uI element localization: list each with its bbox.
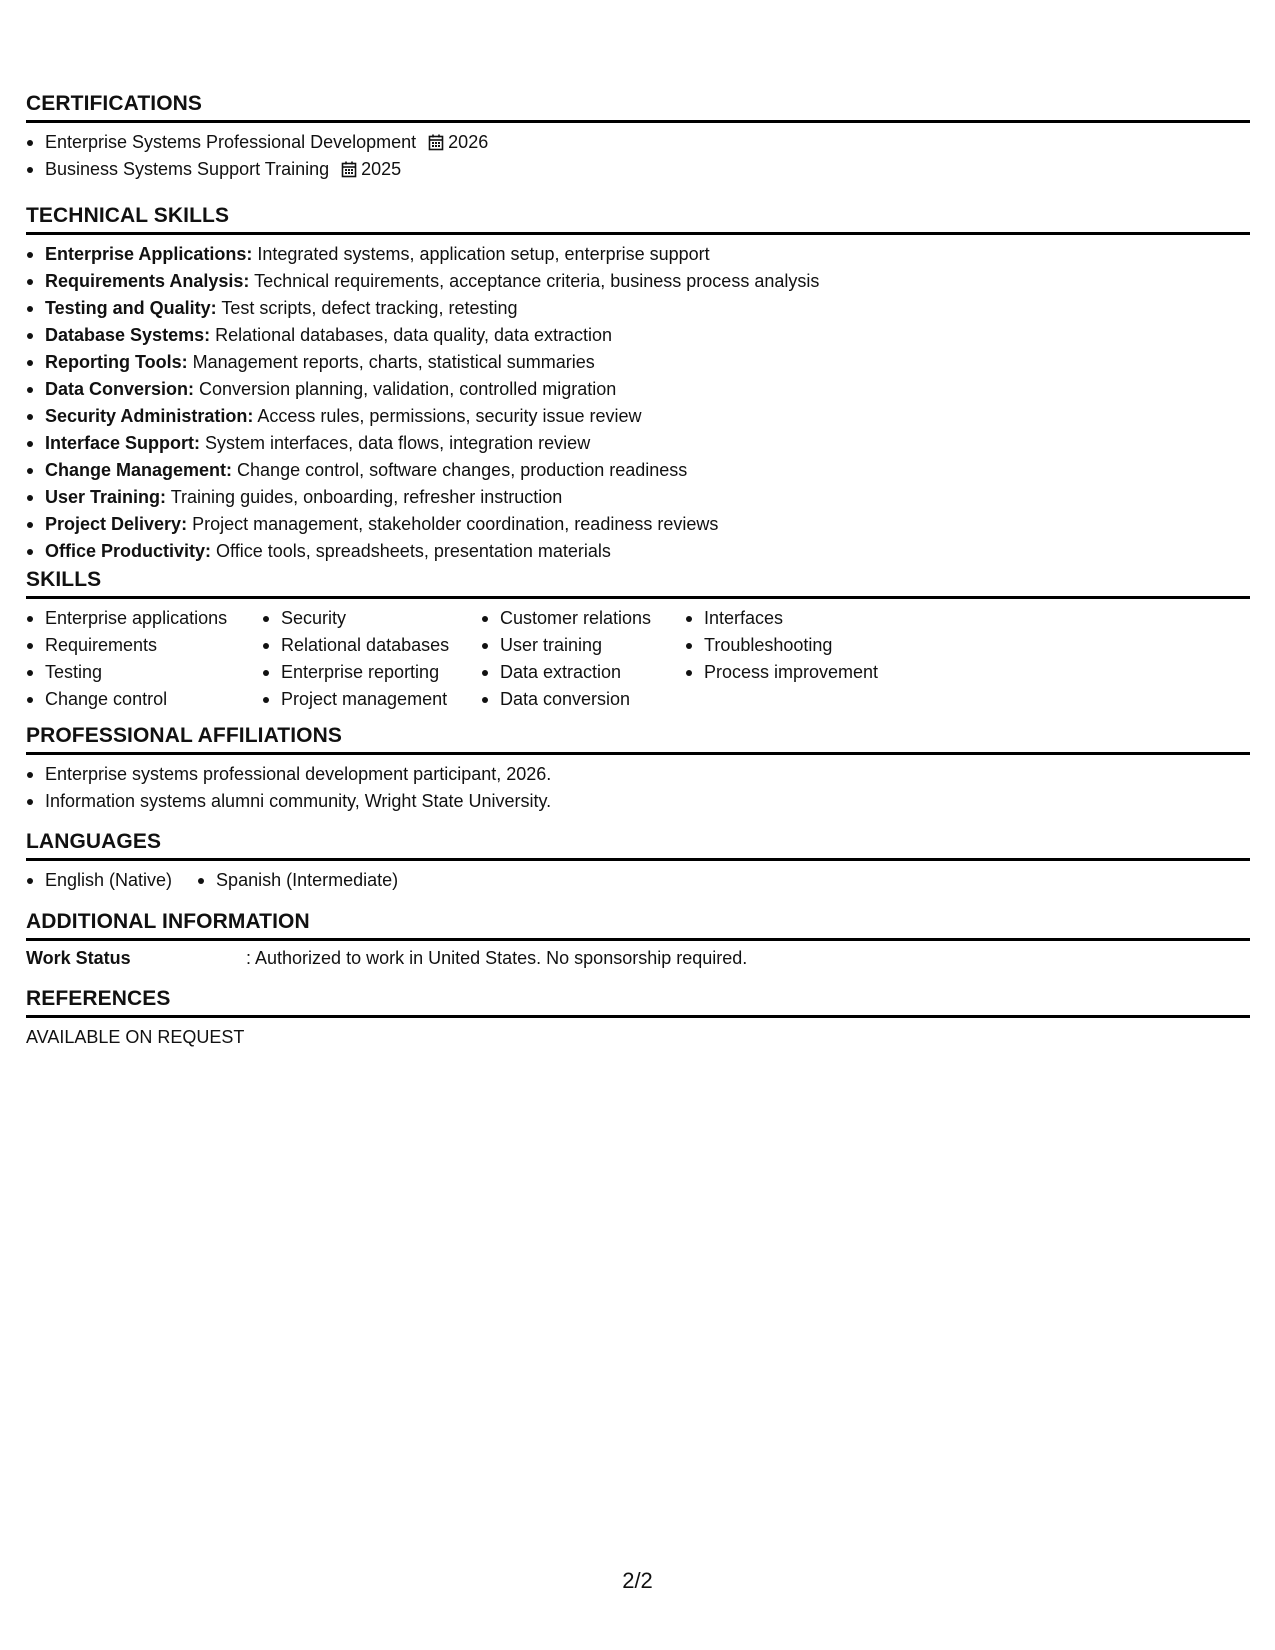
references-section	[26, 987, 1250, 1051]
certifications-list	[26, 129, 1250, 183]
skills-column	[26, 605, 262, 713]
certification-name: Business Systems Support Training	[45, 159, 330, 179]
skill-item: Data extraction	[481, 659, 685, 686]
technical-skills-list	[26, 241, 1250, 565]
skills-grid	[26, 605, 1250, 713]
skill-detail: Change control, software changes, production readiness	[232, 460, 688, 480]
skill-detail: Technical requirements, acceptance criteria, business process analysis	[249, 271, 820, 291]
skill-category: Office Productivity:	[45, 541, 212, 561]
skill-category: Security Administration:	[45, 406, 254, 426]
technical-skill-item	[26, 376, 1250, 403]
skill-item: Testing	[26, 659, 262, 686]
skill-category: Change Management:	[45, 460, 233, 480]
affiliations-heading: PROFESSIONAL AFFILIATIONS	[26, 724, 1250, 755]
skills-column	[481, 605, 685, 713]
skill-item: Change control	[26, 686, 262, 713]
additional-info-section	[26, 910, 1250, 972]
calendar-icon	[428, 134, 444, 151]
skill-category: User Training:	[45, 487, 167, 507]
certification-item	[26, 156, 1250, 183]
certification-year: 2025	[361, 159, 402, 179]
language-item: English (Native)	[26, 867, 172, 894]
certification-date	[428, 129, 488, 156]
technical-skill-item	[26, 457, 1250, 484]
technical-skill-item	[26, 538, 1250, 565]
skill-detail: Project management, stakeholder coordination, readiness reviews	[187, 514, 719, 534]
language-item: Spanish (Intermediate)	[197, 867, 398, 894]
skill-item: Data conversion	[481, 686, 685, 713]
skill-category: Project Delivery:	[45, 514, 188, 534]
skills-heading: SKILLS	[26, 568, 1250, 599]
technical-skill-item	[26, 295, 1250, 322]
skill-item: Relational databases	[262, 632, 481, 659]
work-status-label: Work Status	[26, 948, 131, 968]
skill-item: Enterprise applications	[26, 605, 262, 632]
languages-heading: LANGUAGES	[26, 830, 1250, 861]
certification-date	[341, 156, 401, 183]
technical-skills-section	[26, 204, 1250, 565]
skill-item: Enterprise reporting	[262, 659, 481, 686]
skill-category: Data Conversion:	[45, 379, 195, 399]
skill-detail: Relational databases, data quality, data extraction	[210, 325, 613, 345]
skill-detail: Conversion planning, validation, controlled migration	[194, 379, 617, 399]
certification-name: Enterprise Systems Professional Development	[45, 132, 417, 152]
skill-item: Process improvement	[685, 659, 925, 686]
technical-skill-item	[26, 241, 1250, 268]
certification-year: 2026	[448, 132, 489, 152]
technical-skill-item	[26, 322, 1250, 349]
skill-category: Database Systems:	[45, 325, 211, 345]
affiliations-list	[26, 761, 1250, 815]
skill-detail: Test scripts, defect tracking, retesting	[216, 298, 518, 318]
skills-column	[262, 605, 481, 713]
work-status-value: : Authorized to work in United States. No sponsorship required.	[246, 948, 748, 968]
technical-skill-item	[26, 349, 1250, 376]
skills-section	[26, 568, 1250, 713]
calendar-icon	[341, 161, 357, 178]
skill-category: Interface Support:	[45, 433, 201, 453]
skills-column	[685, 605, 925, 713]
skill-category: Reporting Tools:	[45, 352, 188, 372]
skill-detail: Access rules, permissions, security issue review	[253, 406, 642, 426]
skill-item: Customer relations	[481, 605, 685, 632]
technical-skill-item	[26, 430, 1250, 457]
skill-item: Project management	[262, 686, 481, 713]
skill-detail: Training guides, onboarding, refresher instruction	[166, 487, 563, 507]
affiliation-item: Information systems alumni community, Wright State University.	[26, 788, 1250, 815]
skill-category: Enterprise Applications:	[45, 244, 253, 264]
languages-list	[26, 867, 423, 894]
technical-skill-item	[26, 268, 1250, 295]
affiliation-item: Enterprise systems professional development participant, 2026.	[26, 761, 1250, 788]
skill-item: User training	[481, 632, 685, 659]
additional-info-heading: ADDITIONAL INFORMATION	[26, 910, 1250, 941]
certifications-section	[26, 92, 1250, 183]
certifications-heading: CERTIFICATIONS	[26, 92, 1250, 123]
languages-row	[26, 867, 1250, 894]
skill-detail: Integrated systems, application setup, enterprise support	[252, 244, 710, 264]
references-text: AVAILABLE ON REQUEST	[26, 1027, 245, 1047]
technical-skills-heading: TECHNICAL SKILLS	[26, 204, 1250, 235]
technical-skill-item	[26, 484, 1250, 511]
skill-category: Requirements Analysis:	[45, 271, 250, 291]
skill-item: Troubleshooting	[685, 632, 925, 659]
page-number: 2/2	[622, 1568, 653, 1593]
skill-item: Security	[262, 605, 481, 632]
skill-detail: Management reports, charts, statistical summaries	[187, 352, 595, 372]
affiliations-section	[26, 724, 1250, 815]
skill-detail: System interfaces, data flows, integration review	[200, 433, 591, 453]
skill-detail: Office tools, spreadsheets, presentation materials	[211, 541, 611, 561]
technical-skill-item	[26, 511, 1250, 538]
skill-item: Requirements	[26, 632, 262, 659]
languages-section	[26, 830, 1250, 894]
technical-skill-item	[26, 403, 1250, 430]
skill-item: Interfaces	[685, 605, 925, 632]
references-heading: REFERENCES	[26, 987, 1250, 1018]
skill-category: Testing and Quality:	[45, 298, 217, 318]
work-status-row	[26, 945, 1250, 972]
certification-item	[26, 129, 1250, 156]
